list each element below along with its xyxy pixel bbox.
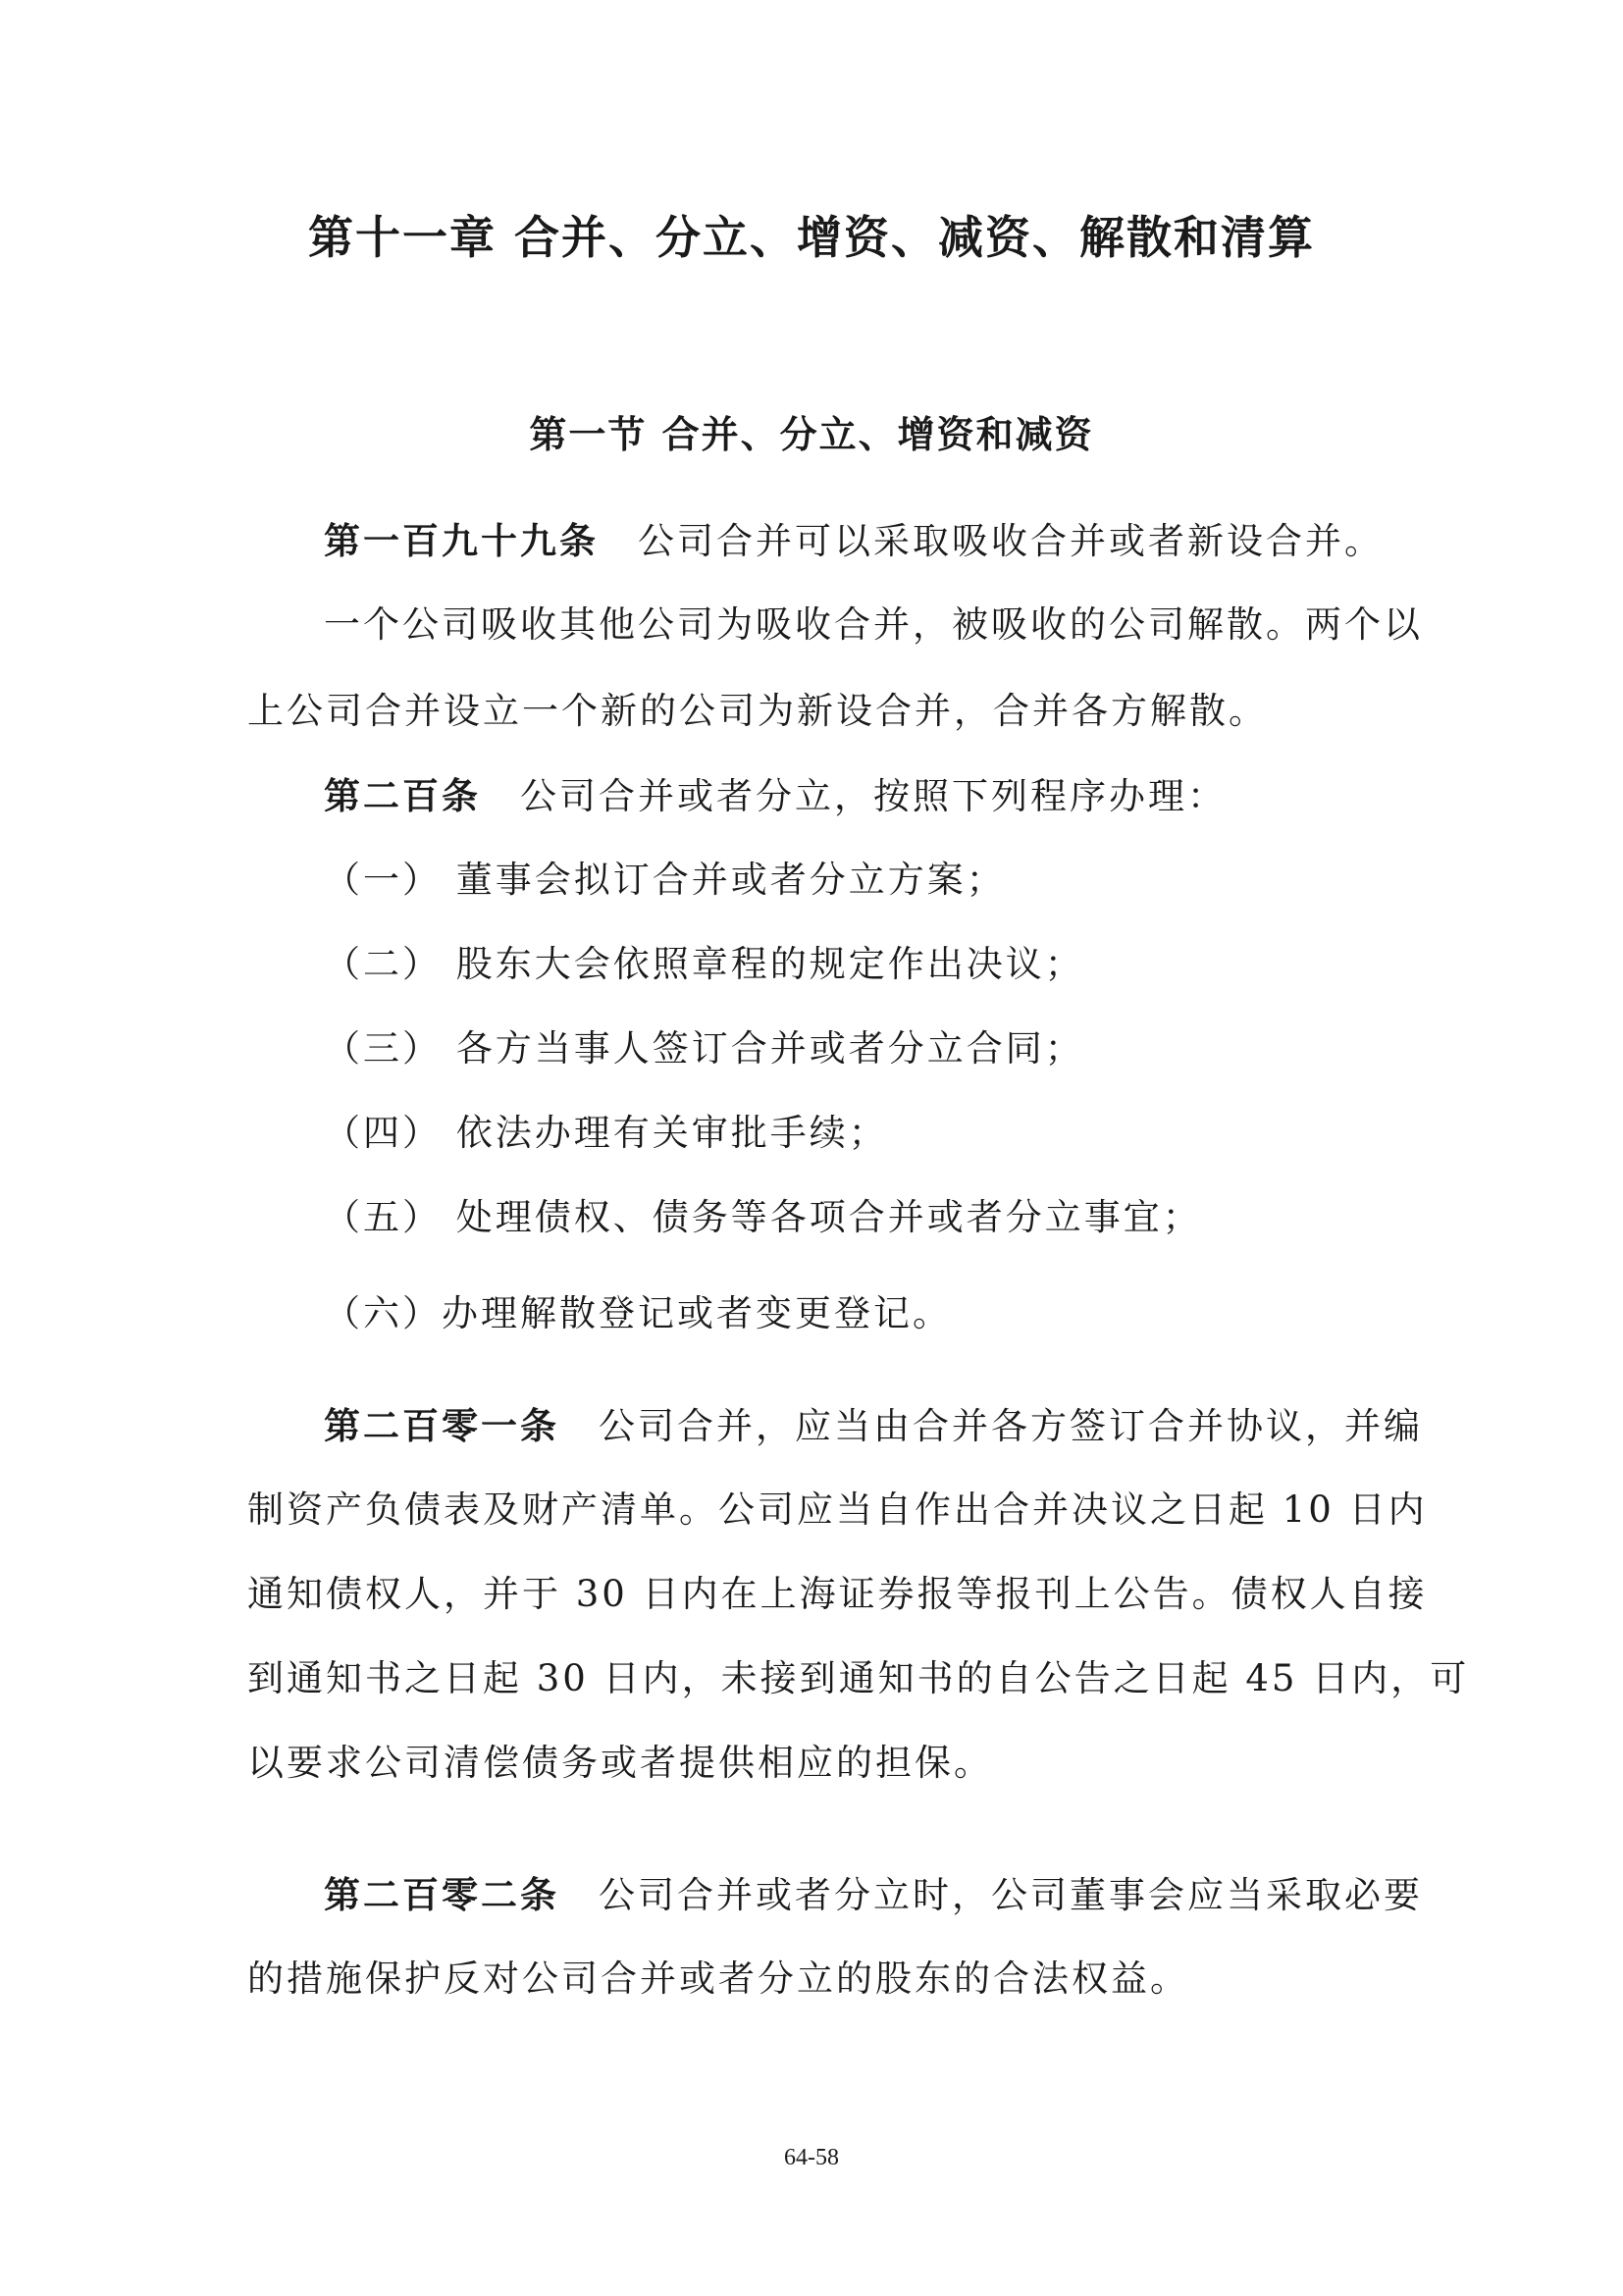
paragraph-line: 制资产负债表及财产清单。公司应当自作出合并决议之日起 10 日内	[247, 1488, 1428, 1531]
page-number: 64-58	[784, 2145, 839, 2170]
article-label: 第二百条	[324, 774, 481, 817]
article-text: 公司合并或者分立时，公司董事会应当采取必要	[599, 1874, 1423, 1916]
paragraph-line: 到通知书之日起 30 日内，未接到通知书的自公告之日起 45 日内，可	[247, 1657, 1470, 1699]
paragraph-line: 以要求公司清偿债务或者提供相应的担保。	[247, 1742, 993, 1784]
paragraph-line: 一个公司吸收其他公司为吸收合并，被吸收的公司解散。两个以	[324, 603, 1423, 646]
list-item: （六）办理解散登记或者变更登记。	[324, 1292, 952, 1334]
list-item: （一） 董事会拟订合并或者分立方案；	[324, 859, 1006, 901]
article-201-heading	[324, 1401, 1423, 1451]
list-item: （四） 依法办理有关审批手续；	[324, 1112, 888, 1154]
article-text: 公司合并，应当由合并各方签订合并协议，并编	[599, 1405, 1423, 1447]
paragraph-line: 的措施保护反对公司合并或者分立的股东的合法权益。	[247, 1957, 1189, 2000]
chapter-title: 第十一章 合并、分立、增资、减资、解散和清算	[307, 211, 1315, 264]
paragraph-line: 通知债权人，并于 30 日内在上海证券报等报刊上公告。债权人自接	[247, 1573, 1428, 1615]
article-text: 公司合并或者分立，按照下列程序办理：	[520, 775, 1227, 817]
article-text: 公司合并可以采取吸收合并或者新设合并。	[638, 520, 1384, 562]
article-202-heading	[324, 1870, 1423, 1920]
paragraph-line: 上公司合并设立一个新的公司为新设合并，合并各方解散。	[247, 690, 1268, 732]
article-label: 第二百零二条	[324, 1873, 559, 1916]
list-item: （二） 股东大会依照章程的规定作出决议；	[324, 943, 1084, 985]
list-item: （三） 各方当事人签订合并或者分立合同；	[324, 1027, 1084, 1070]
article-label: 第二百零一条	[324, 1404, 559, 1447]
section-title: 第一节 合并、分立、增资和减资	[529, 412, 1094, 456]
list-item: （五） 处理债权、债务等各项合并或者分立事宜；	[324, 1196, 1202, 1238]
article-200-heading	[324, 771, 1462, 821]
article-199-heading	[324, 516, 1462, 566]
article-label: 第一百九十九条	[324, 519, 599, 562]
